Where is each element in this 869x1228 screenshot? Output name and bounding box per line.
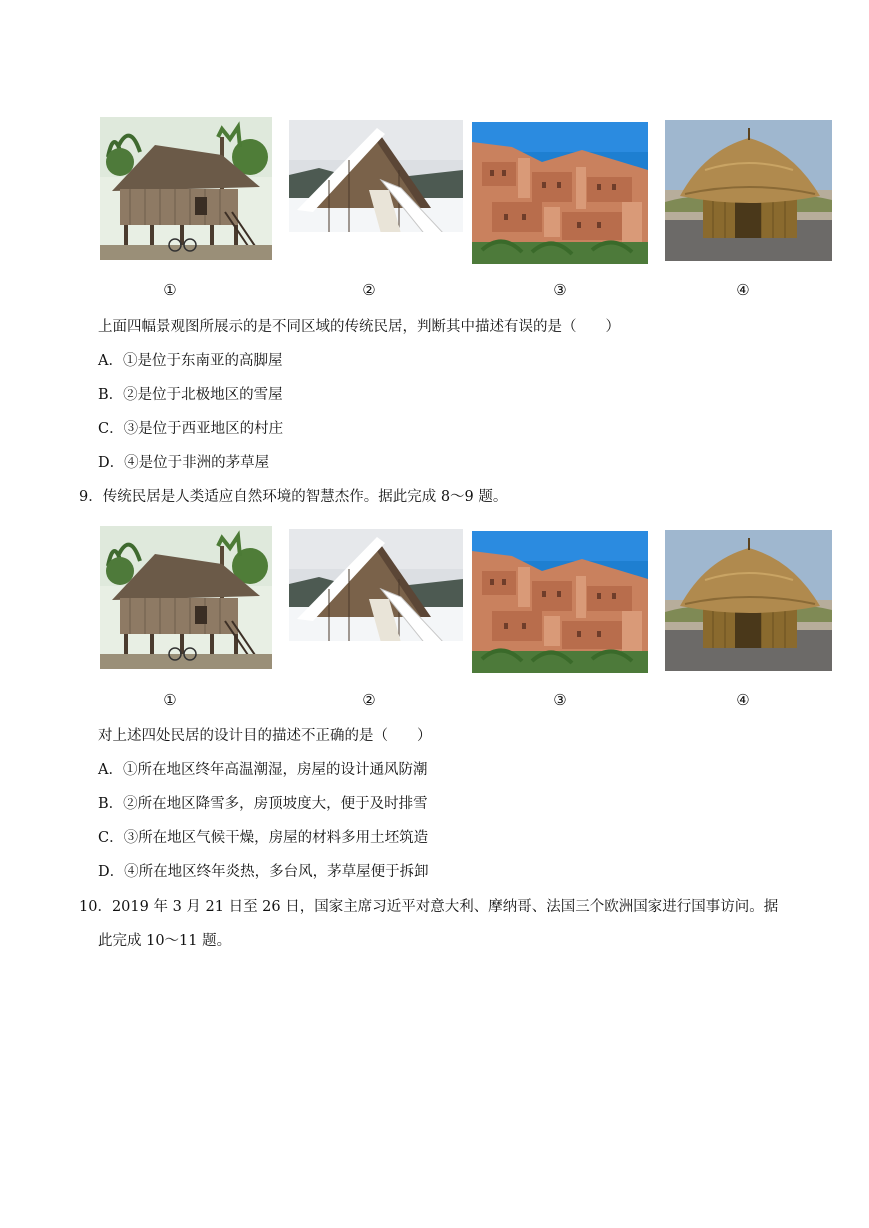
option-d: D．④所在地区终年炎热，多台风，茅草屋便于拆卸: [98, 864, 429, 880]
stilt-house-image: [100, 526, 272, 669]
thatched-hut-image: [665, 120, 832, 261]
option-a: A．①是位于东南亚的高脚屋: [98, 353, 283, 369]
question-stem: 对上述四处民居的设计目的描述不正确的是（ ）: [98, 728, 432, 744]
adobe-village-image: [472, 531, 648, 673]
option-c: C．③是位于西亚地区的村庄: [98, 421, 284, 437]
question-10-intro: 10．2019 年 3 月 21 日至 26 日，国家主席习近平对意大利、摩纳哥、法国三个欧洲国家进行国事访问。据: [79, 899, 779, 915]
option-b: B．②是位于北极地区的雪屋: [98, 387, 283, 403]
question-stem: 上面四幅景观图所展示的是不同区域的传统民居，判断其中描述有误的是（ ）: [98, 319, 620, 335]
image-label-4: ④: [736, 281, 750, 299]
option-c: C．③所在地区气候干燥，房屋的材料多用土坯筑造: [98, 830, 429, 846]
option-b: B．②所在地区降雪多，房顶坡度大，便于及时排雪: [98, 796, 428, 812]
adobe-village-image: [472, 122, 648, 264]
snow-a-frame-image: [289, 529, 463, 670]
option-a: A．①所在地区终年高温潮湿，房屋的设计通风防潮: [98, 762, 428, 778]
image-label-2: ②: [362, 281, 376, 299]
stilt-house-image: [100, 117, 272, 260]
snow-a-frame-image: [289, 120, 463, 261]
image-label-2: ②: [362, 691, 376, 709]
image-label-4: ④: [736, 691, 750, 709]
thatched-hut-image: [665, 530, 832, 671]
image-label-1: ①: [163, 691, 177, 709]
option-d: D．④是位于非洲的茅草屋: [98, 455, 270, 471]
image-label-1: ①: [163, 281, 177, 299]
image-label-3: ③: [553, 281, 567, 299]
question-10-intro-continued: 此完成 10～11 题。: [98, 933, 232, 949]
question-9-intro: 9．传统民居是人类适应自然环境的智慧杰作。据此完成 8～9 题。: [79, 489, 508, 505]
image-label-3: ③: [553, 691, 567, 709]
